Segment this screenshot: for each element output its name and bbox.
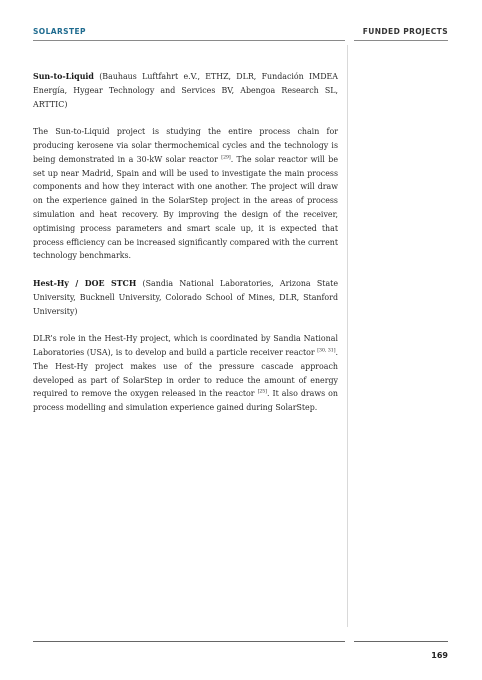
- footer-rule-left: [33, 641, 345, 642]
- sun-to-liquid-partners: (Bauhaus Luftfahrt e.V., ETHZ, DLR, Fundación IMDEA Energía, Hygear Technology and Services BV, Abengoa Research SL, ARTTIC): [33, 72, 338, 109]
- sun-to-liquid-title: Sun-to-Liquid: [33, 72, 94, 81]
- reference-25: [25]: [257, 389, 268, 395]
- hest-hy-heading-paragraph: [33, 277, 338, 318]
- main-text-column: [33, 70, 338, 429]
- hest-hy-body: [33, 332, 338, 415]
- page-number: 169: [431, 651, 448, 660]
- hest-hy-body-text-1: DLR’s role in the Hest-Hy project, which is coordinated by Sandia National Laboratories (USA), is to develop and build a particle receiver reactor: [33, 334, 338, 357]
- sun-to-liquid-body-text-2: . The solar reactor will be set up near Madrid, Spain and will be used to investigate the main process components and how they interact with one another. The project will draw on the experience gained in the SolarStep project in the areas of process simulation and heat recovery. By improving the design of the receiver, optimising process parameters and smart scale up, it is expected that process efficiency can be increased significantly compared with the current technology benchmarks.: [33, 154, 338, 261]
- hest-hy-partners: (Sandia National Laboratories, Arizona State University, Bucknell University, Colorado School of Mines, DLR, Stanford University): [33, 278, 338, 316]
- section-label-right: FUNDED PROJECTS: [362, 27, 448, 36]
- header-rule-left: [33, 40, 345, 41]
- footer-rule-right: [354, 641, 448, 642]
- hest-hy-body-text-3: . It also draws on process modelling and simulation experience gained during SolarStep.: [33, 389, 338, 413]
- reference-29: [29]: [221, 155, 231, 161]
- hest-hy-title: Hest-Hy / DOE STCH: [33, 278, 137, 288]
- column-divider: [347, 45, 348, 627]
- reference-30-31: [30, 31]: [317, 348, 336, 354]
- sun-to-liquid-body-text-1: The Sun-to-Liquid project is studying the entire process chain for producing kerosene via solar thermochemical cycles and the technology is being demonstrated in a 30-kW solar reactor: [33, 127, 338, 164]
- sun-to-liquid-body: [33, 125, 338, 263]
- hest-hy-body-text-2: . The Hest-Hy project makes use of the pressure cascade approach developed as part of SolarStep in order to reduce the amount of energy required to remove the oxygen released in the reactor: [33, 347, 338, 399]
- sun-to-liquid-heading-paragraph: [33, 70, 338, 111]
- section-label-left: SOLARSTEP: [33, 27, 86, 36]
- header-rule-right: [354, 40, 448, 41]
